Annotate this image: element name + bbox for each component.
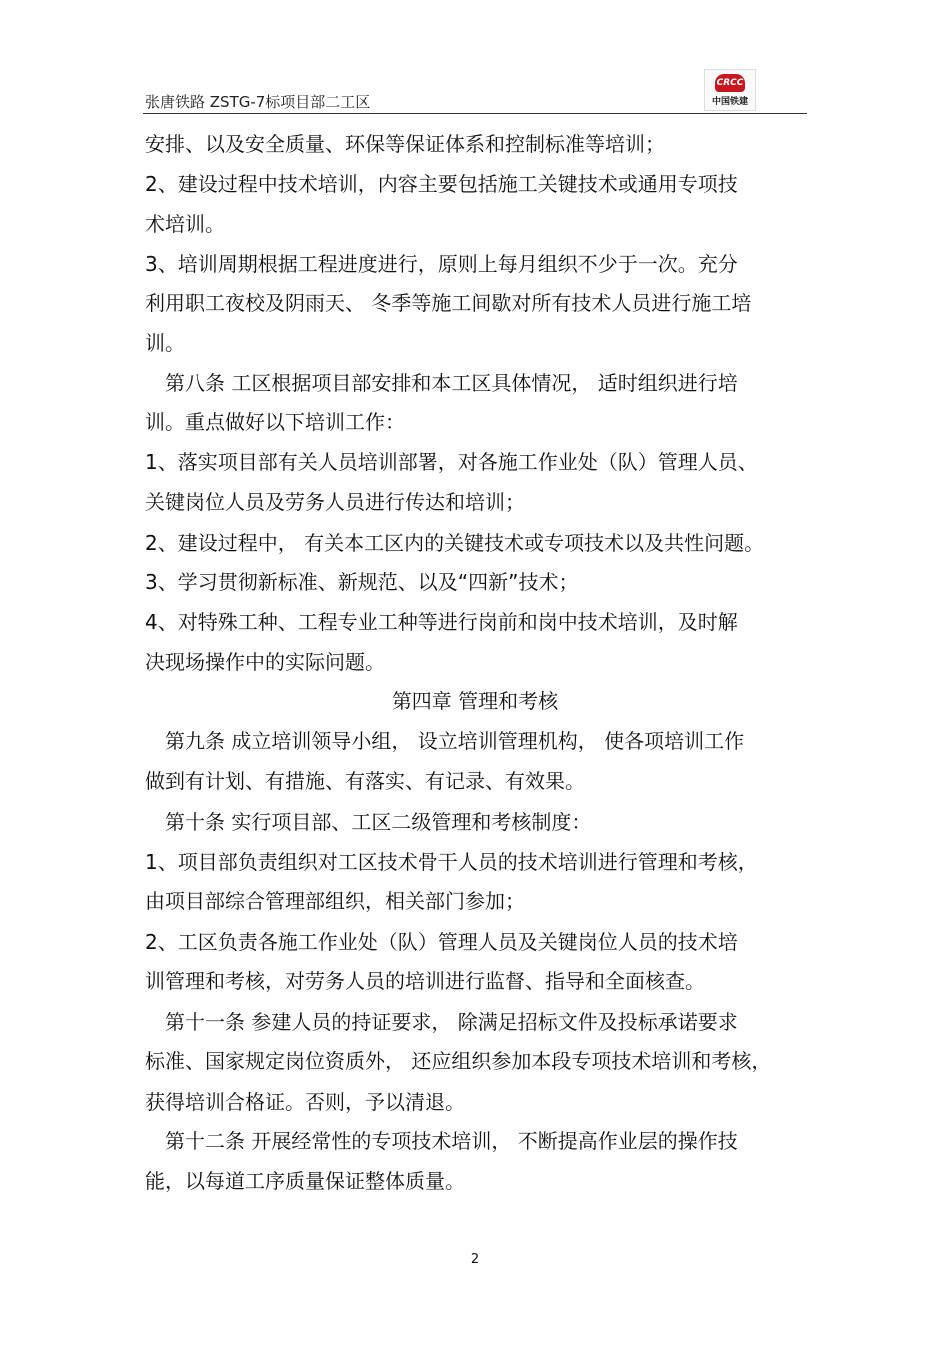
- text-line: 安排、以及安全质量、环保等保证体系和控制标准等培训；: [145, 132, 665, 156]
- text-line: 利用职工夜校及阴雨天、 冬季等施工间歇对所有技术人员进行施工培: [145, 291, 752, 315]
- text-line: 获得培训合格证。否则，予以清退。: [145, 1090, 465, 1114]
- logo-mark: CRCC: [715, 74, 745, 92]
- page-number: 2: [470, 1252, 480, 1267]
- text-line: 能，以每道工序质量保证整体质量。: [145, 1169, 465, 1193]
- logo-text: 中国铁建: [711, 97, 748, 107]
- company-logo: [704, 69, 756, 111]
- text-line: 2、建设过程中， 有关本工区内的关键技术或专项技术以及共性问题。: [145, 531, 765, 555]
- article-line: 第十一条 参建人员的持证要求， 除满足招标文件及投标承诺要求: [165, 1010, 738, 1034]
- text-line: 4、对特殊工种、工程专业工种等进行岗前和岗中技术培训，及时解: [145, 610, 738, 634]
- text-line: 决现场操作中的实际问题。: [145, 650, 385, 674]
- text-line: 由项目部综合管理部组织，相关部门参加；: [145, 889, 525, 913]
- text-line: 标准、国家规定岗位资质外， 还应组织参加本段专项技术培训和考核，: [145, 1049, 772, 1073]
- text-line: 1、项目部负责组织对工区技术骨干人员的技术培训进行管理和考核，: [145, 850, 758, 874]
- header-divider: [143, 113, 807, 114]
- text-line: 1、落实项目部有关人员培训部署，对各施工作业处（队）管理人员、: [145, 450, 758, 474]
- text-line: 术培训。: [145, 212, 225, 236]
- article-line: 第十二条 开展经常性的专项技术培训， 不断提高作业层的操作技: [165, 1129, 738, 1153]
- article-line: 第九条 成立培训领导小组， 设立培训管理机构， 使各项培训工作: [165, 729, 745, 753]
- text-line: 3、学习贯彻新标准、新规范、以及“四新”技术；: [145, 570, 579, 594]
- header-title: 张唐铁路 ZSTG-7标项目部二工区: [145, 93, 371, 111]
- text-line: 关键岗位人员及劳务人员进行传达和培训；: [145, 490, 525, 514]
- text-line: 做到有计划、有措施、有落实、有记录、有效果。: [145, 769, 585, 793]
- text-line: 训管理和考核，对劳务人员的培训进行监督、指导和全面核查。: [145, 969, 705, 993]
- chapter-heading: 第四章 管理和考核: [391, 689, 559, 713]
- text-line: 3、培训周期根据工程进度进行，原则上每月组织不少于一次。充分: [145, 252, 738, 276]
- text-line: 训。重点做好以下培训工作：: [145, 410, 405, 434]
- text-line: 2、建设过程中技术培训，内容主要包括施工关键技术或通用专项技: [145, 172, 738, 196]
- text-line: 2、工区负责各施工作业处（队）管理人员及关键岗位人员的技术培: [145, 930, 738, 954]
- article-line: 第八条 工区根据项目部安排和本工区具体情况， 适时组织进行培: [165, 371, 738, 395]
- article-line: 第十条 实行项目部、工区二级管理和考核制度：: [165, 810, 592, 834]
- text-line: 训。: [145, 331, 185, 355]
